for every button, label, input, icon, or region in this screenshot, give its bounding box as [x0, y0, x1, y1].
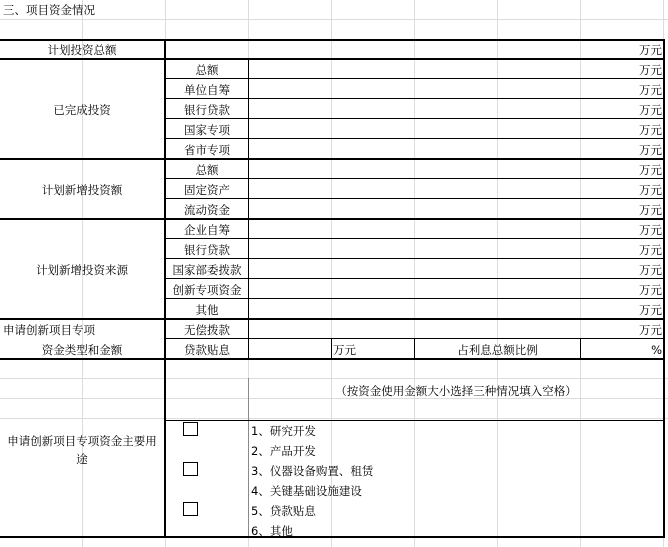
gridline	[0, 19, 668, 20]
usage-option: 1、研究开发	[251, 424, 316, 438]
unit-label: 万元	[639, 263, 662, 277]
section-title: 三、项目资金情况	[3, 3, 95, 17]
row-border	[0, 158, 665, 160]
special-fund-label-line1: 申请创新项目专项	[3, 323, 95, 337]
new-investment-item-label: 固定资产	[184, 183, 230, 197]
completed-item-label: 单位自筹	[184, 83, 230, 97]
loan-unit-label: 万元	[333, 343, 356, 357]
usage-choice-box-3[interactable]	[183, 502, 198, 516]
usage-option: 3、仪器设备购置、租赁	[251, 464, 374, 478]
dash-mark	[271, 258, 297, 259]
completed-item-label: 银行贷款	[184, 103, 230, 117]
new-source-item-label: 国家部委拨款	[172, 263, 242, 277]
cell-border	[331, 339, 332, 359]
new-source-item-label: 创新专项资金	[172, 283, 242, 297]
new-investment-item-label: 总额	[195, 163, 219, 177]
gridline	[0, 378, 668, 379]
usage-column-border	[248, 378, 249, 536]
dash-mark	[254, 258, 266, 259]
unit-label: 万元	[639, 183, 662, 197]
unit-label: 万元	[639, 123, 662, 137]
unit-label: 万元	[639, 223, 662, 237]
completed-item-label: 省市专项	[184, 143, 230, 157]
unit-label: 万元	[639, 143, 662, 157]
usage-label: 申请创新项目专项资金主要用途	[7, 434, 157, 466]
grant-label: 无偿拨款	[184, 323, 230, 337]
unit-label: 万元	[639, 203, 662, 217]
new-investment-item-label: 流动资金	[184, 203, 230, 217]
gridline	[497, 0, 498, 547]
row-border	[165, 420, 664, 421]
usage-choice-box-1[interactable]	[183, 422, 198, 436]
usage-option: 4、关键基础设施建设	[251, 484, 362, 498]
item-column-border	[248, 59, 249, 359]
gridline	[0, 418, 668, 419]
special-fund-label-line2: 资金类型和金额	[41, 343, 123, 357]
interest-ratio-label: 占利息总额比例	[457, 343, 538, 357]
table-border-right	[663, 39, 665, 538]
new-source-item-label: 企业自筹	[184, 223, 230, 237]
table-border-bottom	[0, 536, 665, 538]
unit-label: 万元	[639, 283, 662, 297]
loan-interest-label: 贷款贴息	[184, 343, 230, 357]
unit-label: 万元	[639, 303, 662, 317]
unit-label: 万元	[639, 323, 662, 337]
new-source-item-label: 银行贷款	[184, 243, 230, 257]
row-border	[0, 218, 665, 220]
completed-item-label: 总额	[195, 63, 219, 77]
usage-option: 2、产品开发	[251, 444, 316, 458]
usage-choice-box-2[interactable]	[183, 462, 198, 476]
unit-label: 万元	[639, 43, 662, 57]
unit-label: 万元	[639, 83, 662, 97]
new-source-label: 计划新增投资来源	[36, 263, 128, 277]
new-source-item-label: 其他	[195, 303, 219, 317]
usage-option: 5、贷款贴息	[251, 504, 316, 518]
percent-label: %	[651, 343, 662, 357]
unit-label: 万元	[639, 163, 662, 177]
completed-investment-label: 已完成投资	[53, 103, 111, 117]
completed-item-label: 国家专项	[184, 123, 230, 137]
usage-instruction: （按资金使用金额大小选择三种情况填入空格）	[335, 384, 577, 398]
usage-option: 6、其他	[251, 524, 293, 538]
new-investment-label: 计划新增投资额	[41, 183, 123, 197]
unit-label: 万元	[639, 103, 662, 117]
planned-total-label: 计划投资总额	[47, 43, 117, 57]
unit-label: 万元	[639, 63, 662, 77]
gridline	[414, 0, 415, 547]
unit-label: 万元	[639, 243, 662, 257]
